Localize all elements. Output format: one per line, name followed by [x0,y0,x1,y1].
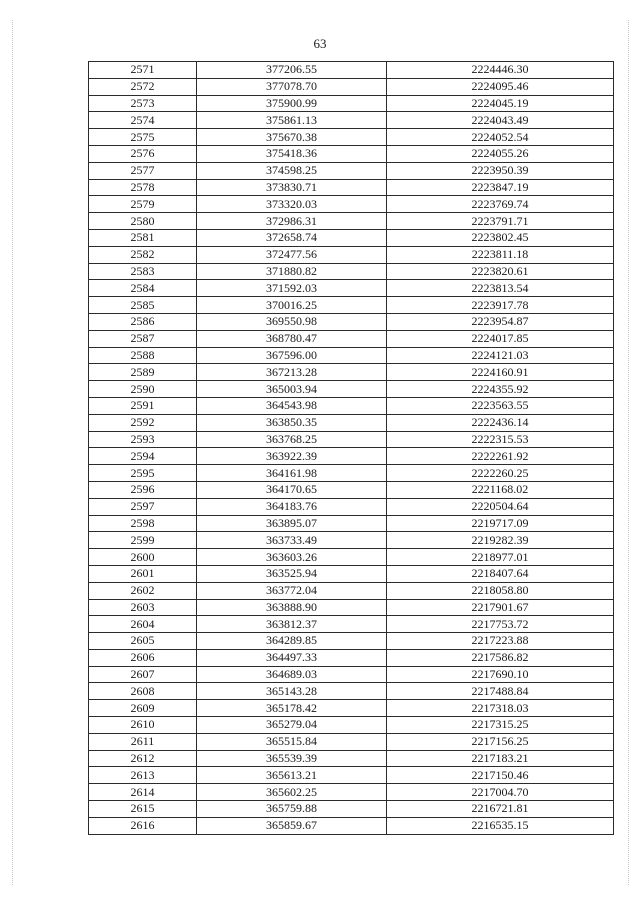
point-number-cell: 2595 [89,465,197,482]
point-number-cell: 2586 [89,313,197,330]
x-coordinate-cell: 373830.71 [197,179,387,196]
table-row [89,498,614,515]
table-row [89,801,614,818]
x-coordinate-cell: 365859.67 [197,817,387,834]
x-coordinate-cell: 371592.03 [197,280,387,297]
point-number-cell: 2578 [89,179,197,196]
y-coordinate-cell: 2218977.01 [387,549,614,566]
point-number-cell: 2588 [89,347,197,364]
table-row [89,196,614,213]
point-number-cell: 2582 [89,246,197,263]
y-coordinate-cell: 2224160.91 [387,364,614,381]
table-row [89,515,614,532]
table-row [89,767,614,784]
table-row [89,649,614,666]
point-number-cell: 2597 [89,498,197,515]
table-row [89,549,614,566]
point-number-cell: 2583 [89,263,197,280]
point-number-cell: 2611 [89,733,197,750]
y-coordinate-cell: 2217753.72 [387,616,614,633]
point-number-cell: 2591 [89,397,197,414]
y-coordinate-cell: 2224055.26 [387,145,614,162]
x-coordinate-cell: 374598.25 [197,162,387,179]
point-number-cell: 2593 [89,431,197,448]
x-coordinate-cell: 363772.04 [197,582,387,599]
table-row [89,213,614,230]
x-coordinate-cell: 372658.74 [197,229,387,246]
x-coordinate-cell: 364289.85 [197,633,387,650]
table-row [89,129,614,146]
x-coordinate-cell: 364497.33 [197,649,387,666]
x-coordinate-cell: 365539.39 [197,750,387,767]
x-coordinate-cell: 364689.03 [197,666,387,683]
point-number-cell: 2590 [89,381,197,398]
table-row [89,162,614,179]
point-number-cell: 2596 [89,481,197,498]
table-row [89,817,614,834]
point-number-cell: 2609 [89,700,197,717]
point-number-cell: 2610 [89,717,197,734]
table-row [89,145,614,162]
table-row [89,347,614,364]
point-number-cell: 2589 [89,364,197,381]
x-coordinate-cell: 363768.25 [197,431,387,448]
x-coordinate-cell: 377078.70 [197,78,387,95]
point-number-cell: 2603 [89,599,197,616]
point-number-cell: 2600 [89,549,197,566]
x-coordinate-cell: 372986.31 [197,213,387,230]
y-coordinate-cell: 2216535.15 [387,817,614,834]
table-row [89,62,614,79]
scan-margin-right [628,20,629,885]
point-number-cell: 2572 [89,78,197,95]
point-number-cell: 2575 [89,129,197,146]
point-number-cell: 2612 [89,750,197,767]
y-coordinate-cell: 2217150.46 [387,767,614,784]
x-coordinate-cell: 363733.49 [197,532,387,549]
x-coordinate-cell: 375861.13 [197,112,387,129]
y-coordinate-cell: 2223563.55 [387,397,614,414]
y-coordinate-cell: 2217183.21 [387,750,614,767]
x-coordinate-cell: 364170.65 [197,481,387,498]
point-number-cell: 2606 [89,649,197,666]
table-row [89,616,614,633]
x-coordinate-cell: 371880.82 [197,263,387,280]
x-coordinate-cell: 363812.37 [197,616,387,633]
point-number-cell: 2602 [89,582,197,599]
x-coordinate-cell: 369550.98 [197,313,387,330]
table-row [89,112,614,129]
x-coordinate-cell: 364161.98 [197,465,387,482]
y-coordinate-cell: 2217156.25 [387,733,614,750]
y-coordinate-cell: 2223813.54 [387,280,614,297]
point-number-cell: 2581 [89,229,197,246]
point-number-cell: 2585 [89,297,197,314]
point-number-cell: 2607 [89,666,197,683]
scan-margin-left [12,20,13,885]
point-number-cell: 2573 [89,95,197,112]
point-number-cell: 2599 [89,532,197,549]
coordinate-table-body [89,62,614,835]
table-row [89,263,614,280]
y-coordinate-cell: 2221168.02 [387,481,614,498]
y-coordinate-cell: 2223811.18 [387,246,614,263]
x-coordinate-cell: 365759.88 [197,801,387,818]
y-coordinate-cell: 2222315.53 [387,431,614,448]
point-number-cell: 2574 [89,112,197,129]
y-coordinate-cell: 2216721.81 [387,801,614,818]
table-row [89,179,614,196]
y-coordinate-cell: 2224045.19 [387,95,614,112]
y-coordinate-cell: 2224052.54 [387,129,614,146]
page-number: 63 [313,36,327,51]
y-coordinate-cell: 2223954.87 [387,313,614,330]
point-number-cell: 2587 [89,330,197,347]
table-row [89,364,614,381]
y-coordinate-cell: 2223847.19 [387,179,614,196]
table-row [89,565,614,582]
x-coordinate-cell: 365279.04 [197,717,387,734]
y-coordinate-cell: 2218058.80 [387,582,614,599]
table-row [89,313,614,330]
table-row [89,717,614,734]
point-number-cell: 2616 [89,817,197,834]
point-number-cell: 2615 [89,801,197,818]
table-row [89,381,614,398]
y-coordinate-cell: 2219282.39 [387,532,614,549]
point-number-cell: 2604 [89,616,197,633]
table-row [89,397,614,414]
x-coordinate-cell: 365613.21 [197,767,387,784]
y-coordinate-cell: 2222260.25 [387,465,614,482]
table-row [89,448,614,465]
point-number-cell: 2580 [89,213,197,230]
coordinate-table [88,61,614,835]
table-row [89,784,614,801]
y-coordinate-cell: 2224017.85 [387,330,614,347]
x-coordinate-cell: 363525.94 [197,565,387,582]
x-coordinate-cell: 363850.35 [197,414,387,431]
y-coordinate-cell: 2217318.03 [387,700,614,717]
table-row [89,481,614,498]
y-coordinate-cell: 2223917.78 [387,297,614,314]
point-number-cell: 2571 [89,62,197,79]
y-coordinate-cell: 2222436.14 [387,414,614,431]
y-coordinate-cell: 2224095.46 [387,78,614,95]
y-coordinate-cell: 2223950.39 [387,162,614,179]
y-coordinate-cell: 2223769.74 [387,196,614,213]
point-number-cell: 2577 [89,162,197,179]
table-row [89,280,614,297]
y-coordinate-cell: 2217690.10 [387,666,614,683]
x-coordinate-cell: 367596.00 [197,347,387,364]
x-coordinate-cell: 375418.36 [197,145,387,162]
table-row [89,465,614,482]
x-coordinate-cell: 365143.28 [197,683,387,700]
table-row [89,414,614,431]
point-number-cell: 2605 [89,633,197,650]
table-row [89,666,614,683]
y-coordinate-cell: 2218407.64 [387,565,614,582]
x-coordinate-cell: 377206.55 [197,62,387,79]
table-row [89,582,614,599]
y-coordinate-cell: 2217223.88 [387,633,614,650]
point-number-cell: 2613 [89,767,197,784]
table-row [89,95,614,112]
table-row [89,246,614,263]
point-number-cell: 2608 [89,683,197,700]
y-coordinate-cell: 2217004.70 [387,784,614,801]
y-coordinate-cell: 2223820.61 [387,263,614,280]
y-coordinate-cell: 2224043.49 [387,112,614,129]
x-coordinate-cell: 364543.98 [197,397,387,414]
x-coordinate-cell: 365003.94 [197,381,387,398]
x-coordinate-cell: 365178.42 [197,700,387,717]
point-number-cell: 2576 [89,145,197,162]
point-number-cell: 2598 [89,515,197,532]
x-coordinate-cell: 365515.84 [197,733,387,750]
point-number-cell: 2584 [89,280,197,297]
x-coordinate-cell: 363888.90 [197,599,387,616]
y-coordinate-cell: 2217901.67 [387,599,614,616]
y-coordinate-cell: 2223802.45 [387,229,614,246]
x-coordinate-cell: 370016.25 [197,297,387,314]
table-row [89,733,614,750]
y-coordinate-cell: 2217586.82 [387,649,614,666]
x-coordinate-cell: 372477.56 [197,246,387,263]
y-coordinate-cell: 2224121.03 [387,347,614,364]
y-coordinate-cell: 2219717.09 [387,515,614,532]
y-coordinate-cell: 2224446.30 [387,62,614,79]
point-number-cell: 2594 [89,448,197,465]
table-row [89,330,614,347]
table-row [89,633,614,650]
y-coordinate-cell: 2224355.92 [387,381,614,398]
x-coordinate-cell: 367213.28 [197,364,387,381]
y-coordinate-cell: 2223791.71 [387,213,614,230]
table-row [89,683,614,700]
y-coordinate-cell: 2222261.92 [387,448,614,465]
table-row [89,78,614,95]
table-row [89,532,614,549]
x-coordinate-cell: 373320.03 [197,196,387,213]
y-coordinate-cell: 2217315.25 [387,717,614,734]
point-number-cell: 2601 [89,565,197,582]
y-coordinate-cell: 2220504.64 [387,498,614,515]
x-coordinate-cell: 375670.38 [197,129,387,146]
table-row [89,599,614,616]
x-coordinate-cell: 363603.26 [197,549,387,566]
point-number-cell: 2592 [89,414,197,431]
table-row [89,700,614,717]
table-row [89,431,614,448]
table-row [89,297,614,314]
x-coordinate-cell: 364183.76 [197,498,387,515]
point-number-cell: 2579 [89,196,197,213]
table-row [89,229,614,246]
table-row [89,750,614,767]
x-coordinate-cell: 363922.39 [197,448,387,465]
x-coordinate-cell: 365602.25 [197,784,387,801]
point-number-cell: 2614 [89,784,197,801]
x-coordinate-cell: 368780.47 [197,330,387,347]
x-coordinate-cell: 375900.99 [197,95,387,112]
x-coordinate-cell: 363895.07 [197,515,387,532]
y-coordinate-cell: 2217488.84 [387,683,614,700]
